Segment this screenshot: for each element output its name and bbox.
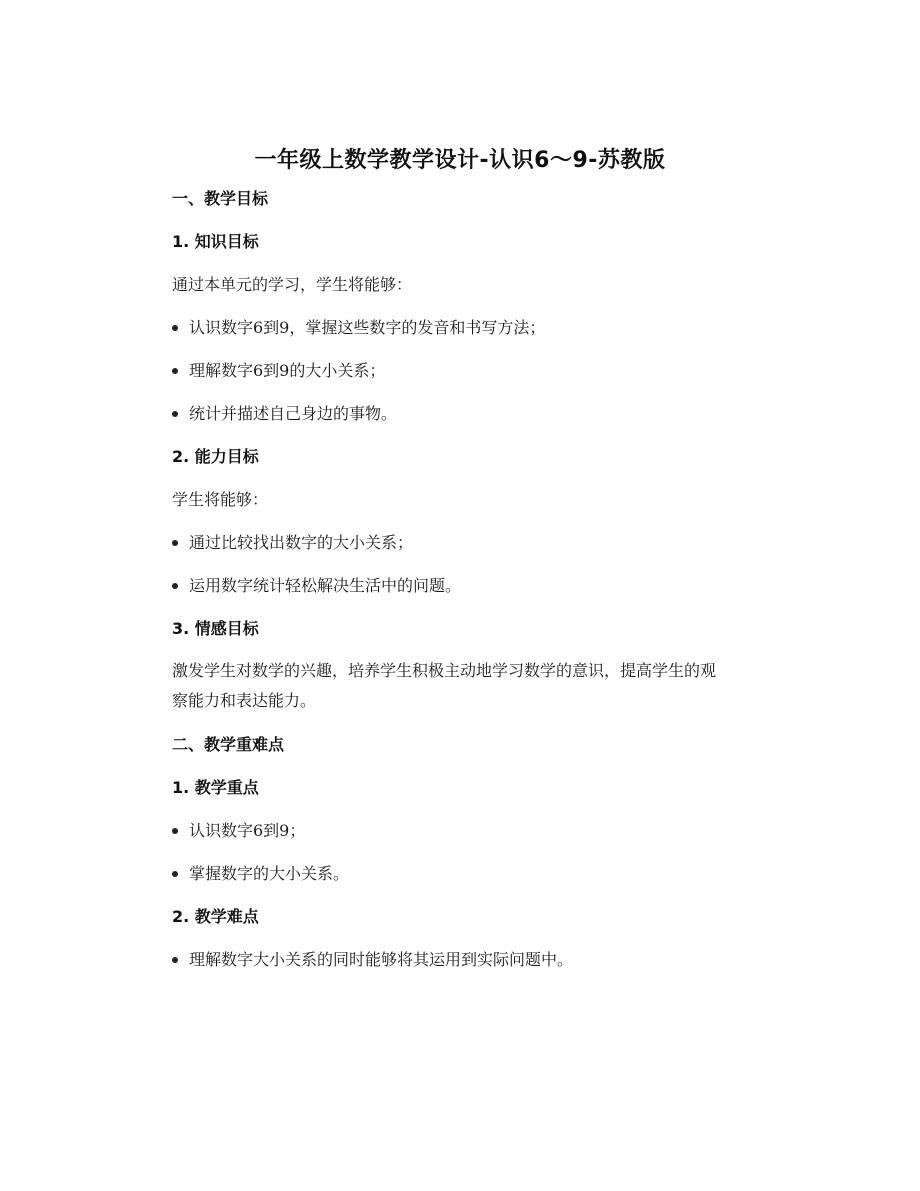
ability-goals-intro: 学生将能够： <box>172 490 269 509</box>
section-heading-key-difficult-points: 二、教学重难点 <box>172 735 285 754</box>
list-item-text: 通过比较找出数字的大小关系； <box>189 533 414 552</box>
list-item <box>172 317 545 339</box>
list-item-text: 认识数字6到9； <box>189 821 306 840</box>
list-item-text: 统计并描述自己身边的事物。 <box>189 404 398 423</box>
list-item-text: 认识数字6到9，掌握这些数字的发音和书写方法； <box>189 318 546 337</box>
list-item-text: 理解数字大小关系的同时能够将其运用到实际问题中。 <box>189 950 574 969</box>
bullet-icon <box>172 325 178 331</box>
bullet-icon <box>172 411 178 417</box>
list-item <box>172 360 385 382</box>
list-item <box>172 820 305 842</box>
emotional-goals-paragraph-line2: 察能力和表达能力。 <box>172 691 317 710</box>
subheading-ability-goals: 2. 能力目标 <box>172 447 259 466</box>
list-item-text: 运用数字统计轻松解决生活中的问题。 <box>189 576 462 595</box>
bullet-icon <box>172 828 178 834</box>
bullet-icon <box>172 540 178 546</box>
document-title: 一年级上数学教学设计-认识6～9-苏教版 <box>254 148 666 173</box>
list-item <box>172 532 413 554</box>
list-item-text: 理解数字6到9的大小关系； <box>189 361 386 380</box>
section-heading-teaching-goals: 一、教学目标 <box>172 189 269 208</box>
list-item <box>172 575 461 597</box>
list-item-text: 掌握数字的大小关系。 <box>189 864 350 883</box>
list-item <box>172 863 349 885</box>
bullet-icon <box>172 583 178 589</box>
list-item <box>172 403 397 425</box>
knowledge-goals-intro: 通过本单元的学习，学生将能够： <box>172 275 413 294</box>
subheading-difficult-points: 2. 教学难点 <box>172 907 259 926</box>
subheading-emotional-goals: 3. 情感目标 <box>172 619 259 638</box>
list-item <box>172 949 573 971</box>
subheading-knowledge-goals: 1. 知识目标 <box>172 232 259 251</box>
bullet-icon <box>172 368 178 374</box>
bullet-icon <box>172 871 178 877</box>
subheading-key-points: 1. 教学重点 <box>172 778 259 797</box>
bullet-icon <box>172 957 178 963</box>
emotional-goals-paragraph-line1: 激发学生对数学的兴趣，培养学生积极主动地学习数学的意识，提高学生的观 <box>172 661 717 680</box>
